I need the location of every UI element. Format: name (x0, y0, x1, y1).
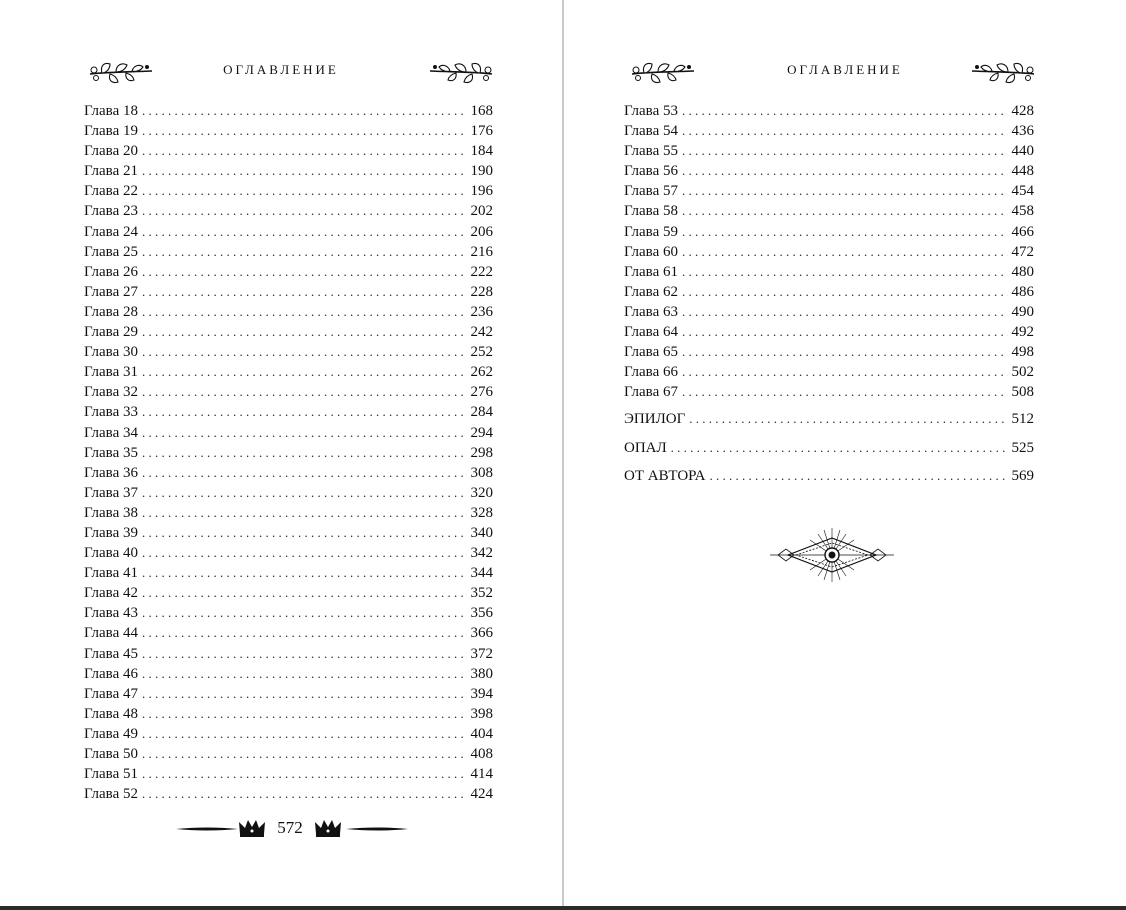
toc-entry-page: 490 (1011, 303, 1034, 320)
toc-entry-title: Глава 32 (84, 384, 138, 401)
toc-entry (624, 382, 1034, 402)
dot-leader (142, 463, 467, 483)
toc-entry-title: Глава 23 (84, 203, 138, 220)
right-header (564, 56, 1126, 86)
toc-entry-page: 242 (470, 324, 493, 341)
toc-entry (84, 463, 493, 483)
toc-entry (84, 784, 493, 804)
toc-entry-page: 262 (470, 364, 493, 381)
toc-entry-page: 356 (470, 605, 493, 622)
toc-entry-page: 222 (470, 263, 493, 280)
dot-leader (142, 764, 467, 784)
dot-leader (142, 121, 467, 141)
toc-entry-title: Глава 59 (624, 223, 678, 240)
toc-entry-page: 448 (1011, 163, 1034, 180)
toc-entry-title: Глава 39 (84, 524, 138, 541)
toc-entry-page: 176 (470, 123, 493, 140)
toc-entry (84, 603, 493, 623)
toc-entry (624, 462, 1034, 491)
toc-entry (84, 402, 493, 422)
toc-entry-title: Глава 24 (84, 223, 138, 240)
toc-entry (84, 222, 493, 242)
toc-entry-page: 190 (470, 163, 493, 180)
dot-leader (142, 644, 467, 664)
toc-entry-title: Глава 26 (84, 263, 138, 280)
toc-entry-page: 436 (1011, 123, 1034, 140)
toc-entry-title: Глава 21 (84, 163, 138, 180)
toc-entry-title: Глава 41 (84, 565, 138, 582)
toc-entry-title: ЭПИЛОГ (624, 411, 686, 427)
toc-entry (624, 362, 1034, 382)
dot-leader (142, 322, 467, 342)
toc-entry (84, 543, 493, 563)
toc-entry (84, 101, 493, 121)
toc-entry-page: 284 (470, 404, 493, 421)
toc-entry (84, 121, 493, 141)
header-title: ОГЛАВЛЕНИЕ (787, 62, 903, 77)
dot-leader (142, 342, 467, 362)
toc-entry-page: 340 (470, 524, 493, 541)
toc-entry (84, 523, 493, 543)
toc-entry-title: Глава 42 (84, 585, 138, 602)
toc-entry-title: Глава 54 (624, 123, 678, 140)
toc-entry (84, 744, 493, 764)
toc-entry-title: ОПАЛ (624, 439, 667, 456)
dot-leader (142, 744, 467, 764)
toc-entry (624, 302, 1034, 322)
dot-leader (689, 405, 1007, 433)
back-matter-list (624, 405, 1034, 491)
dot-leader (142, 101, 467, 121)
toc-entry-title: Глава 37 (84, 484, 138, 501)
toc-entry (84, 443, 493, 463)
toc-entry-page: 184 (470, 143, 493, 160)
toc-entry-page: 252 (470, 344, 493, 361)
dot-leader (142, 443, 467, 463)
toc-entry (624, 405, 1034, 434)
toc-entry-page: 408 (470, 746, 493, 762)
toc-entry (84, 623, 493, 643)
dot-leader (142, 503, 467, 523)
toc-entry (84, 664, 493, 684)
dot-leader (682, 101, 1008, 121)
toc-entry-title: Глава 28 (84, 303, 138, 320)
dot-leader (142, 222, 467, 242)
dot-leader (682, 282, 1008, 302)
toc-entry-page: 216 (470, 243, 493, 260)
dot-leader (142, 302, 467, 322)
toc-entry (84, 181, 493, 201)
dot-leader (682, 141, 1008, 161)
toc-entry-title: Глава 22 (84, 183, 138, 200)
dot-leader (142, 181, 467, 201)
dot-leader (142, 543, 467, 563)
toc-entry-page: 404 (470, 725, 493, 742)
left-page (0, 0, 562, 910)
toc-entry-title: ОТ АВТОРА (624, 468, 706, 484)
toc-entry-page: 398 (470, 705, 493, 722)
toc-entry (624, 101, 1034, 121)
toc-entry-title: Глава 20 (84, 143, 138, 160)
dot-leader (142, 201, 467, 221)
toc-entry (84, 342, 493, 362)
toc-entry (84, 302, 493, 322)
toc-entry (624, 161, 1034, 181)
toc-entry-page: 206 (470, 223, 493, 240)
toc-entry-page: 294 (470, 424, 493, 441)
toc-entry-page: 196 (470, 183, 493, 200)
toc-entry (624, 282, 1034, 302)
toc-entry (84, 201, 493, 221)
toc-entry-title: Глава 61 (624, 263, 678, 280)
toc-entry-page: 472 (1011, 243, 1034, 260)
dot-leader (142, 382, 467, 402)
dot-leader (142, 523, 467, 543)
dot-leader (682, 362, 1008, 382)
toc-entry-title: Глава 57 (624, 183, 678, 200)
dot-leader (142, 684, 467, 704)
toc-entry-page: 394 (470, 685, 493, 702)
toc-entry-title: Глава 33 (84, 404, 138, 421)
toc-entry (84, 141, 493, 161)
dot-leader (682, 121, 1008, 141)
toc-entry (624, 262, 1034, 282)
toc-entry (624, 201, 1034, 221)
toc-entry (84, 583, 493, 603)
dot-leader (142, 362, 467, 382)
toc-entry-title: Глава 48 (84, 705, 138, 722)
toc-entry-title: Глава 36 (84, 464, 138, 481)
toc-entry-page: 320 (470, 484, 493, 501)
dot-leader (142, 423, 467, 443)
toc-entry (624, 141, 1034, 161)
toc-entry-page: 228 (470, 283, 493, 300)
toc-entry-title: Глава 64 (624, 324, 678, 341)
leaf-branch-icon (970, 56, 1036, 86)
dot-leader (682, 342, 1008, 362)
dot-leader (671, 434, 1008, 462)
toc-entry-page: 352 (470, 585, 493, 602)
page-bottom-edge (0, 906, 1126, 910)
dot-leader (142, 784, 467, 804)
toc-entry (624, 242, 1034, 262)
toc-entry-title: Глава 31 (84, 364, 138, 381)
toc-entry (624, 222, 1034, 242)
dot-leader (142, 563, 467, 583)
toc-entry (624, 121, 1034, 141)
toc-entry-title: Глава 60 (624, 243, 678, 260)
toc-entry-title: Глава 46 (84, 665, 138, 682)
toc-entry-page: 298 (470, 444, 493, 461)
toc-entry (84, 322, 493, 342)
toc-entry-page: 498 (1011, 344, 1034, 361)
toc-entry-title: Глава 38 (84, 504, 138, 521)
flourish-line-icon (346, 826, 408, 832)
dot-leader (142, 704, 467, 724)
toc-entry-title: Глава 52 (84, 786, 138, 803)
dot-leader (142, 603, 467, 623)
toc-entry (84, 382, 493, 402)
dot-leader (142, 242, 467, 262)
toc-entry-page: 466 (1011, 223, 1034, 240)
toc-entry-title: Глава 50 (84, 746, 138, 762)
dot-leader (682, 242, 1008, 262)
toc-entry-title: Глава 40 (84, 545, 138, 562)
dot-leader (142, 402, 467, 422)
toc-entry (624, 342, 1034, 362)
toc-entry (84, 262, 493, 282)
leaf-branch-icon (428, 56, 494, 86)
toc-entry (84, 423, 493, 443)
toc-entry-page: 492 (1011, 324, 1034, 341)
toc-entry-page: 428 (1011, 103, 1034, 119)
toc-entry-page: 440 (1011, 143, 1034, 160)
toc-entry-title: Глава 47 (84, 685, 138, 702)
toc-entry-page: 480 (1011, 263, 1034, 280)
toc-entry-page: 342 (470, 545, 493, 562)
toc-entry-title: Глава 63 (624, 303, 678, 320)
toc-entry (84, 282, 493, 302)
toc-entry-page: 202 (470, 203, 493, 220)
toc-entry-title: Глава 34 (84, 424, 138, 441)
toc-entry-title: Глава 65 (624, 344, 678, 361)
toc-entry-page: 458 (1011, 203, 1034, 220)
toc-entry-title: Глава 55 (624, 143, 678, 160)
toc-entry (84, 704, 493, 724)
toc-entry-page: 508 (1011, 384, 1034, 401)
dot-leader (142, 282, 467, 302)
toc-entry (84, 684, 493, 704)
dot-leader (682, 222, 1008, 242)
toc-entry-page: 486 (1011, 283, 1034, 300)
dot-leader (142, 161, 467, 181)
toc-entry-page: 366 (470, 625, 493, 642)
toc-entry (84, 644, 493, 664)
toc-entry-title: Глава 53 (624, 103, 678, 119)
toc-entry-title: Глава 67 (624, 384, 678, 401)
toc-entry-title: Глава 58 (624, 203, 678, 220)
toc-entry-page: 502 (1011, 364, 1034, 381)
toc-entry (84, 161, 493, 181)
toc-entry-page: 276 (470, 384, 493, 401)
dot-leader (682, 382, 1008, 402)
toc-entry-title: Глава 35 (84, 444, 138, 461)
radiant-diamond-icon (770, 526, 894, 584)
toc-entry-page: 414 (470, 766, 493, 783)
table-of-contents (84, 101, 493, 804)
dot-leader (682, 201, 1008, 221)
toc-entry-title: Глава 56 (624, 163, 678, 180)
dot-leader (682, 302, 1008, 322)
dot-leader (142, 141, 467, 161)
crown-icon (314, 818, 342, 838)
toc-entry (84, 724, 493, 744)
dot-leader (682, 262, 1008, 282)
toc-entry-page: 168 (470, 103, 493, 119)
toc-entry-page: 525 (1011, 439, 1034, 456)
dot-leader (142, 262, 467, 282)
toc-entry-page: 236 (470, 303, 493, 320)
dot-leader (142, 664, 467, 684)
toc-entry-title: Глава 45 (84, 645, 138, 662)
toc-entry-title: Глава 29 (84, 324, 138, 341)
toc-entry (84, 362, 493, 382)
page-number: 572 (277, 818, 303, 837)
toc-entry-page: 512 (1011, 411, 1034, 427)
toc-entry-page: 372 (470, 645, 493, 662)
toc-entry (84, 483, 493, 503)
dot-leader (142, 483, 467, 503)
left-header (0, 56, 562, 86)
toc-entry-title: Глава 18 (84, 103, 138, 119)
toc-entry-title: Глава 19 (84, 123, 138, 140)
toc-entry-page: 569 (1011, 468, 1034, 484)
toc-entry (84, 242, 493, 262)
page-footer (170, 814, 410, 844)
toc-entry-title: Глава 25 (84, 243, 138, 260)
toc-entry-page: 308 (470, 464, 493, 481)
dot-leader (709, 462, 1007, 490)
toc-entry (84, 563, 493, 583)
dot-leader (682, 181, 1008, 201)
toc-entry (624, 322, 1034, 342)
toc-entry-title: Глава 43 (84, 605, 138, 622)
header-title: ОГЛАВЛЕНИЕ (223, 62, 339, 77)
table-of-contents (624, 101, 1034, 402)
toc-entry-page: 424 (470, 786, 493, 803)
toc-entry-title: Глава 27 (84, 283, 138, 300)
toc-entry-title: Глава 66 (624, 364, 678, 381)
toc-entry-title: Глава 62 (624, 283, 678, 300)
toc-entry-title: Глава 49 (84, 725, 138, 742)
right-page (564, 0, 1126, 910)
dot-leader (142, 583, 467, 603)
dot-leader (142, 623, 467, 643)
dot-leader (682, 322, 1008, 342)
toc-entry-page: 328 (470, 504, 493, 521)
toc-entry-page: 454 (1011, 183, 1034, 200)
toc-entry-title: Глава 44 (84, 625, 138, 642)
toc-entry-title: Глава 30 (84, 344, 138, 361)
toc-entry-page: 344 (470, 565, 493, 582)
dot-leader (682, 161, 1008, 181)
toc-entry (84, 764, 493, 784)
toc-entry (624, 181, 1034, 201)
toc-entry-page: 380 (470, 665, 493, 682)
dot-leader (142, 724, 467, 744)
toc-entry (84, 503, 493, 523)
toc-entry-title: Глава 51 (84, 766, 138, 783)
toc-entry (624, 434, 1034, 463)
